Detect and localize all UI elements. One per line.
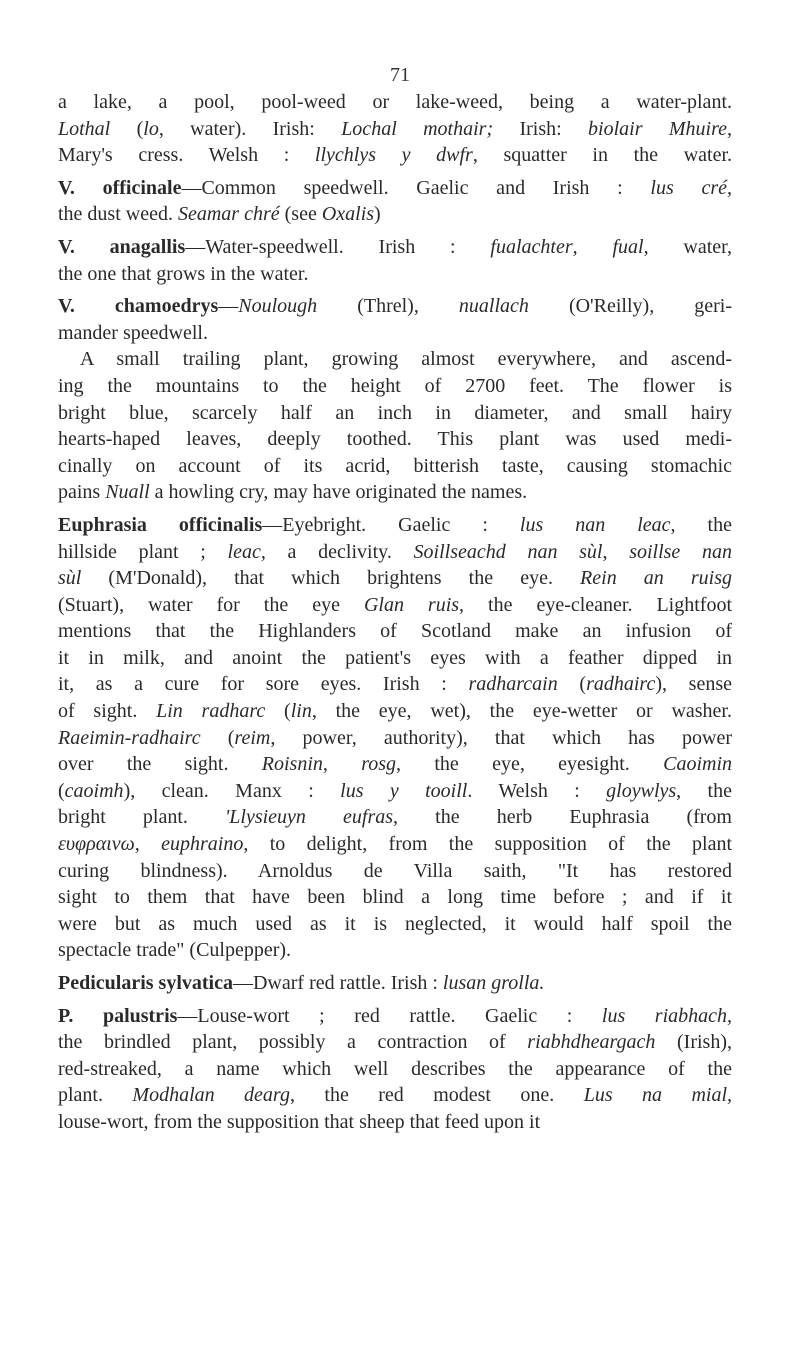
text-run: the brindled plant, possibly a contraction of (58, 1031, 528, 1054)
vernacular-term: Seamar chré (177, 203, 280, 226)
text-run: , water, (643, 235, 732, 258)
vernacular-term: nuallach (458, 295, 529, 318)
vernacular-term: radhairc (586, 673, 656, 696)
vernacular-term: rosg (361, 753, 397, 776)
text-run: it in milk, and anoint the patient's eyes with a feather dipped in (58, 646, 732, 669)
text-run: , water). Irish: (158, 117, 342, 140)
text-run: , power, authority), that which has power (270, 726, 732, 749)
text-run: , the (670, 513, 732, 536)
text-run: —Eyebright. Gaelic : (262, 513, 520, 536)
vernacular-term: lus riabhach, (601, 1004, 733, 1027)
text-run: hearts-haped leaves, deeply toothed. This plant was used medi- (58, 428, 732, 451)
text-run: louse-wort, from the supposition that sheep that feed upon it (58, 1110, 541, 1133)
text-run: pains (58, 481, 106, 504)
vernacular-term: caoimh (64, 779, 124, 802)
text-line (58, 937, 732, 964)
text-run: the dust weed. (58, 203, 178, 226)
vernacular-term: Lin radharc (156, 700, 266, 723)
species-name: V. officinale (58, 176, 182, 199)
vernacular-term: lin (290, 700, 312, 723)
text-run: ), sense (655, 673, 732, 696)
text-line (58, 858, 732, 885)
text-run: (Stuart), water for the eye (58, 593, 364, 616)
text-run: , the eye, wet), the eye-wetter or washer. (311, 700, 732, 723)
text-run: it, as a cure for sore eyes. Irish : (58, 673, 469, 696)
text-line (58, 116, 732, 143)
text-line (58, 234, 732, 261)
text-run: , squatter in the water. (472, 144, 732, 167)
vernacular-term: Glan ruis (363, 593, 460, 616)
vernacular-term: Rein an ruisg (580, 567, 732, 590)
text-line (58, 539, 732, 566)
text-run: spectacle trade" (Culpepper). (58, 939, 292, 962)
text-run: ), clean. Manx : (123, 779, 341, 802)
text-run: ) (374, 203, 381, 226)
text-run: A small trailing plant, growing almost everywhere, and ascend- (80, 348, 732, 371)
text-line (58, 1003, 732, 1030)
vernacular-term: biolair Mhuire, (588, 117, 732, 140)
text-run: (see (279, 203, 322, 226)
text-run: , a declivity. (260, 540, 414, 563)
vernacular-term: Lothal (58, 117, 111, 140)
text-line (58, 175, 732, 202)
text-run: over the sight. (58, 753, 262, 776)
vernacular-term: reim (234, 726, 271, 749)
text-line (58, 1056, 732, 1083)
text-line (58, 751, 732, 778)
text-run: hillside plant ; (58, 540, 228, 563)
species-name: V. chamoedrys (58, 295, 219, 318)
species-name: V. anagallis (58, 235, 186, 258)
vernacular-term: fual (612, 235, 644, 258)
text-line (58, 804, 732, 831)
text-run: cinally on account of its acrid, bitterish taste, causing stomachic (58, 454, 732, 477)
text-run: —Water-speedwell. Irish : (185, 235, 491, 258)
text-run: , the eye, eyesight. (396, 753, 664, 776)
vernacular-term: sùl (58, 567, 82, 590)
text-run: , the eye-cleaner. Lightfoot (459, 593, 733, 616)
text-run: (O'Reilly), geri- (528, 295, 732, 318)
text-line (58, 261, 732, 288)
vernacular-term: fualachter (490, 235, 573, 258)
species-name: Euphrasia officinalis (58, 513, 263, 536)
vernacular-term: lus cré, (650, 176, 732, 199)
vernacular-term: lus nan leac (519, 513, 671, 536)
text-line (58, 645, 732, 672)
text-run: of sight. (58, 700, 157, 723)
vernacular-term: leac (227, 540, 261, 563)
vernacular-term: 'Llysieuyn eufras (225, 806, 394, 829)
text-run: ( (58, 779, 65, 802)
text-run: bright blue, scarcely half an inch in diameter, and small hairy (58, 401, 732, 424)
text-run: bright plant. (58, 806, 225, 829)
text-run: Irish: (493, 117, 589, 140)
vernacular-term: gloywlys (606, 779, 677, 802)
text-run: ( (557, 673, 587, 696)
text-run: , (602, 540, 630, 563)
vernacular-term: Raeimin-radhairc (58, 726, 201, 749)
text-run: ing the mountains to the height of 2700 feet. The flower is (58, 374, 732, 397)
vernacular-term: riabhdheargach (527, 1031, 656, 1054)
vernacular-term: ευφραινω, euphraino (58, 833, 244, 856)
text-line (58, 400, 732, 427)
species-name: Pedicularis sylvatica (58, 972, 233, 994)
vernacular-term: Nuall (105, 481, 150, 504)
text-line (58, 778, 732, 805)
text-run: curing blindness). Arnoldus de Villa saith, "It has restored (58, 859, 732, 882)
text-line (58, 201, 732, 228)
text-line (58, 142, 732, 169)
vernacular-term: Oxalis (321, 203, 375, 226)
text-run: a lake, a pool, pool-weed or lake-weed, being a water-plant. (58, 91, 732, 113)
text-line (58, 565, 732, 592)
text-line (58, 831, 732, 858)
vernacular-term: soillse nan (629, 540, 733, 563)
text-run: the one that grows in the water. (58, 262, 309, 285)
text-line (58, 1109, 732, 1136)
text-line (58, 293, 732, 320)
text-run: (Irish), (655, 1031, 732, 1054)
text-line (58, 911, 732, 938)
vernacular-term: Caoimin (663, 753, 733, 776)
text-run: Mary's cress. Welsh : (58, 144, 315, 167)
species-name: P. palustris (58, 1004, 178, 1027)
text-line (58, 453, 732, 480)
text-run: (Threl), (317, 295, 459, 318)
vernacular-term: Soillseachd nan sùl (413, 540, 603, 563)
vernacular-term: Lus na mial, (583, 1084, 733, 1107)
text-run: — (218, 295, 239, 318)
text-line (58, 320, 732, 347)
text-line (58, 479, 732, 506)
text-run: a howling cry, may have originated the names. (149, 481, 528, 504)
text-line (58, 592, 732, 619)
text-line (58, 671, 732, 698)
text-run: mander speedwell. (58, 321, 208, 344)
text-run: were but as much used as it is neglected, it would half spoil the (58, 912, 732, 935)
text-run: , (572, 235, 613, 258)
text-line (58, 725, 732, 752)
vernacular-term: lo (143, 117, 159, 140)
text-run: , to delight, from the supposition of the plant (243, 833, 732, 856)
vernacular-term: lusan grolla. (442, 972, 545, 994)
text-run: —Common speedwell. Gaelic and Irish : (181, 176, 651, 199)
text-line (58, 373, 732, 400)
text-run: mentions that the Highlanders of Scotland make an infusion of (58, 620, 732, 643)
text-run: , (322, 753, 362, 776)
text-run: plant. (58, 1084, 133, 1107)
vernacular-term: Roisnin (261, 753, 323, 776)
text-line (58, 1082, 732, 1109)
text-run: , the red modest one. (289, 1084, 584, 1107)
text-line (58, 512, 732, 539)
body-text (58, 89, 732, 1136)
text-line (58, 426, 732, 453)
text-run: ( (200, 726, 235, 749)
text-line (58, 618, 732, 645)
vernacular-term: Noulough (238, 295, 318, 318)
vernacular-term: radharcain (468, 673, 558, 696)
text-line (58, 970, 732, 997)
text-line (58, 89, 732, 116)
text-run: ( (110, 117, 144, 140)
text-run: (M'Donald), that which brightens the eye. (81, 567, 581, 590)
text-run: ( (265, 700, 291, 723)
text-run: , the herb Euphrasia (from (393, 806, 732, 829)
text-run: —Louse-wort ; red rattle. Gaelic : (177, 1004, 602, 1027)
text-run: red-streaked, a name which well describes the appearance of the (58, 1057, 732, 1080)
vernacular-term: lus y tooill (340, 779, 468, 802)
page-number: 71 (390, 64, 410, 86)
text-run: . Welsh : (467, 779, 607, 802)
vernacular-term: llychlys y dwfr (314, 144, 473, 167)
vernacular-term: Lochal mothair; (341, 117, 494, 140)
text-line (58, 1029, 732, 1056)
text-line (58, 884, 732, 911)
text-run: —Dwarf red rattle. Irish : (232, 972, 443, 994)
text-line (58, 698, 732, 725)
text-run: sight to them that have been blind a long time before ; and if it (58, 886, 732, 909)
vernacular-term: Modhalan dearg (132, 1084, 290, 1107)
text-line (58, 346, 732, 373)
text-run: , the (676, 779, 732, 802)
